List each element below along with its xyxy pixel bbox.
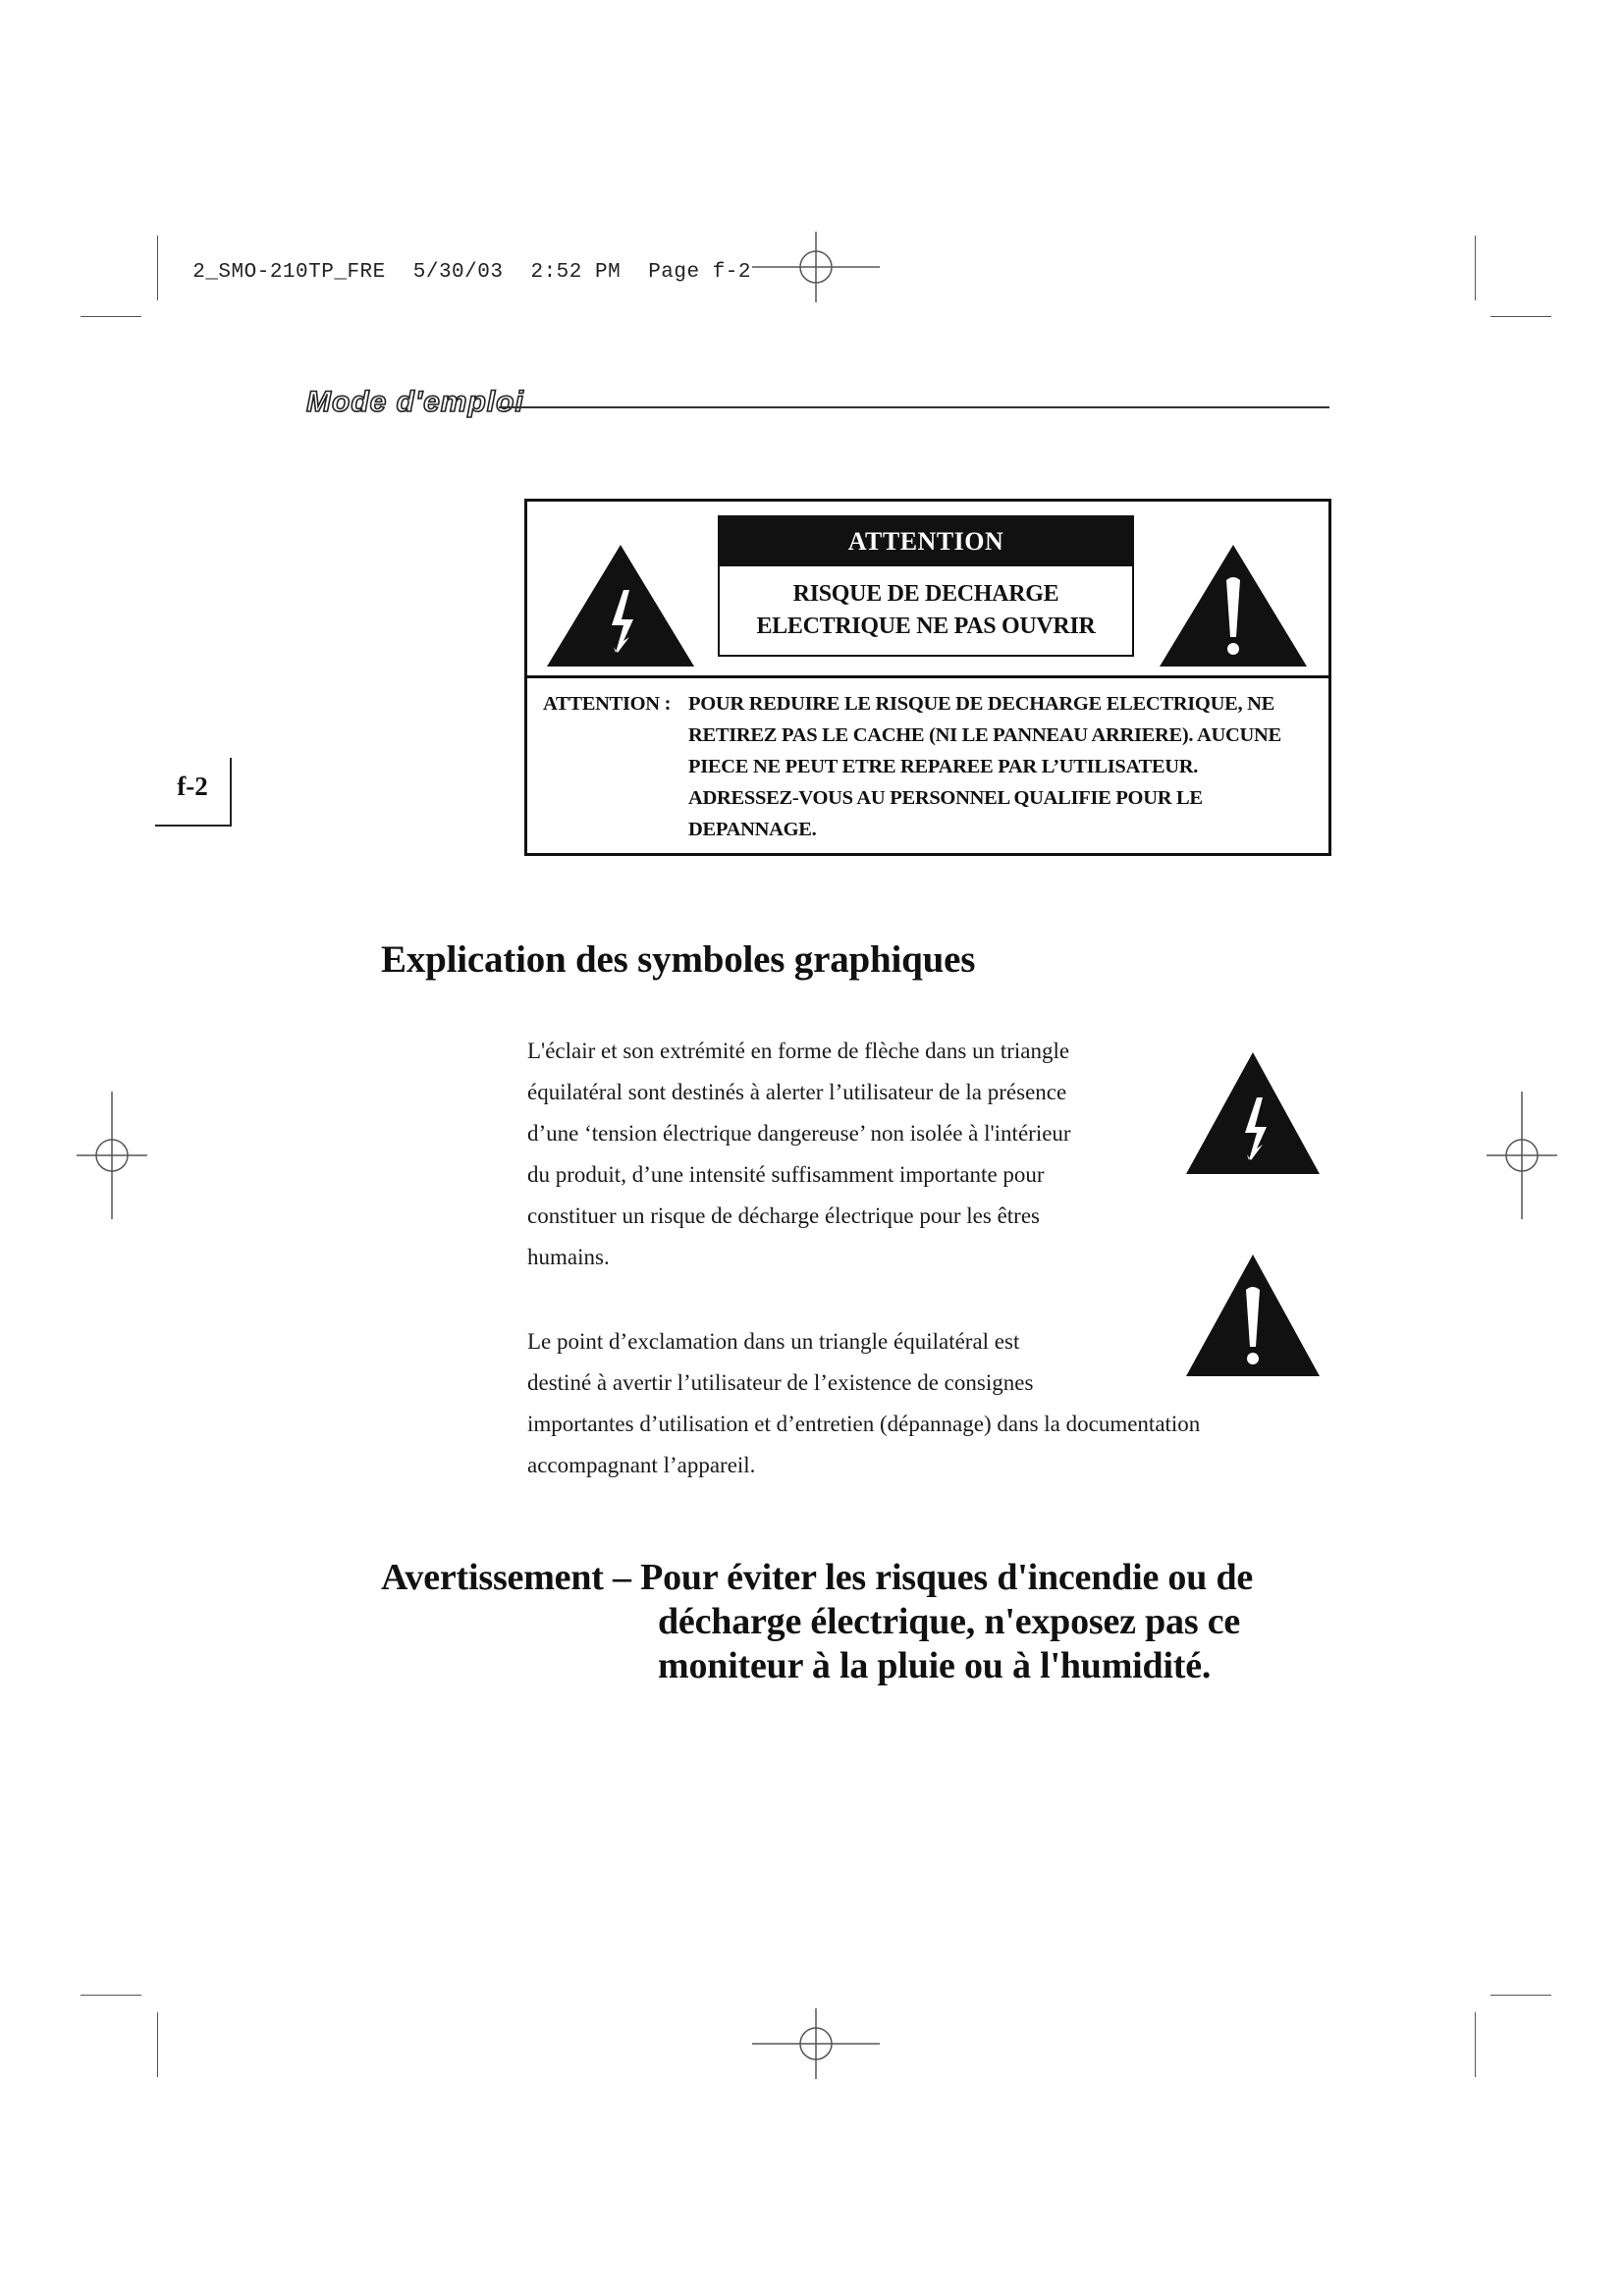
warning-line-3: PIECE NE PEUT ETRE REPAREE PAR L’UTILISATEUR. xyxy=(688,756,1199,777)
attention-warning-label: ATTENTION : xyxy=(543,693,672,715)
risk-line-2: ELECTRIQUE NE PAS OUVRIR xyxy=(756,614,1096,639)
attention-warning-text xyxy=(543,688,1319,845)
paragraph-line: du produit, d’une intensité suffisamment importante pour xyxy=(527,1162,1045,1187)
risk-line-1: RISQUE DE DECHARGE xyxy=(792,581,1059,607)
header-rule xyxy=(499,406,1329,408)
paragraph-line: destiné à avertir l’utilisateur de l’existence de consignes xyxy=(527,1370,1034,1395)
warning-line-2: RETIREZ PAS LE CACHE (NI LE PANNEAU ARRIERE). AUCUNE xyxy=(688,724,1281,746)
attention-label-box xyxy=(718,515,1134,657)
lightning-explanation xyxy=(527,1031,1175,1278)
warning-heading-line-3: moniteur à la pluie ou à l'humidité. xyxy=(658,1645,1212,1686)
exclamation-explanation xyxy=(527,1321,1313,1486)
paragraph-line: L'éclair et son extrémité en forme de flèche dans un triangle xyxy=(527,1039,1070,1063)
registration-mark-right xyxy=(1487,1092,1557,1219)
paragraph-line: humains. xyxy=(527,1245,610,1269)
header-title: Mode d'emploi xyxy=(306,386,524,418)
fire-shock-warning xyxy=(381,1556,1253,1688)
lightning-triangle-icon xyxy=(1184,1050,1322,1176)
registration-mark-left xyxy=(77,1092,147,1219)
attention-title: ATTENTION xyxy=(720,517,1132,566)
registration-mark-top xyxy=(752,232,880,302)
attention-risk-text xyxy=(720,566,1132,643)
lightning-triangle-icon xyxy=(545,543,696,668)
slug-file: 2_SMO-210TP_FRE xyxy=(192,261,386,284)
print-slug xyxy=(167,239,751,284)
warning-heading-line-2: décharge électrique, n'exposez pas ce xyxy=(658,1601,1241,1642)
exclamation-triangle-icon xyxy=(1158,543,1309,668)
slug-time: 2:52 PM xyxy=(530,261,622,284)
paragraph-line: Le point d’exclamation dans un triangle équilatéral est xyxy=(527,1329,1020,1354)
warning-heading-line-1: Avertissement – Pour éviter les risques d'incendie ou de xyxy=(381,1557,1254,1598)
warning-line-5: DEPANNAGE. xyxy=(688,819,817,840)
paragraph-line: constituer un risque de décharge électrique pour les êtres xyxy=(527,1203,1040,1228)
warning-line-1: POUR REDUIRE LE RISQUE DE DECHARGE ELECTRIQUE, NE xyxy=(688,693,1274,715)
slug-page: Page f-2 xyxy=(648,261,752,284)
section-title: Explication des symboles graphiques xyxy=(381,938,976,981)
paragraph-line: équilatéral sont destinés à alerter l’utilisateur de la présence xyxy=(527,1080,1067,1104)
paragraph-line: accompagnant l’appareil. xyxy=(527,1453,756,1477)
attention-box xyxy=(524,499,1331,856)
paragraph-line: d’une ‘tension électrique dangereuse’ non isolée à l'intérieur xyxy=(527,1121,1071,1146)
registration-mark-bottom xyxy=(752,2008,880,2079)
warning-line-4: ADRESSEZ-VOUS AU PERSONNEL QUALIFIE POUR LE xyxy=(688,787,1203,809)
page-tab xyxy=(155,758,232,827)
paragraph-line: importantes d’utilisation et d’entretien (dépannage) dans la documentation xyxy=(527,1412,1201,1436)
page-tab-label: f-2 xyxy=(177,772,208,801)
slug-date: 5/30/03 xyxy=(412,261,504,284)
attention-divider xyxy=(527,675,1328,678)
